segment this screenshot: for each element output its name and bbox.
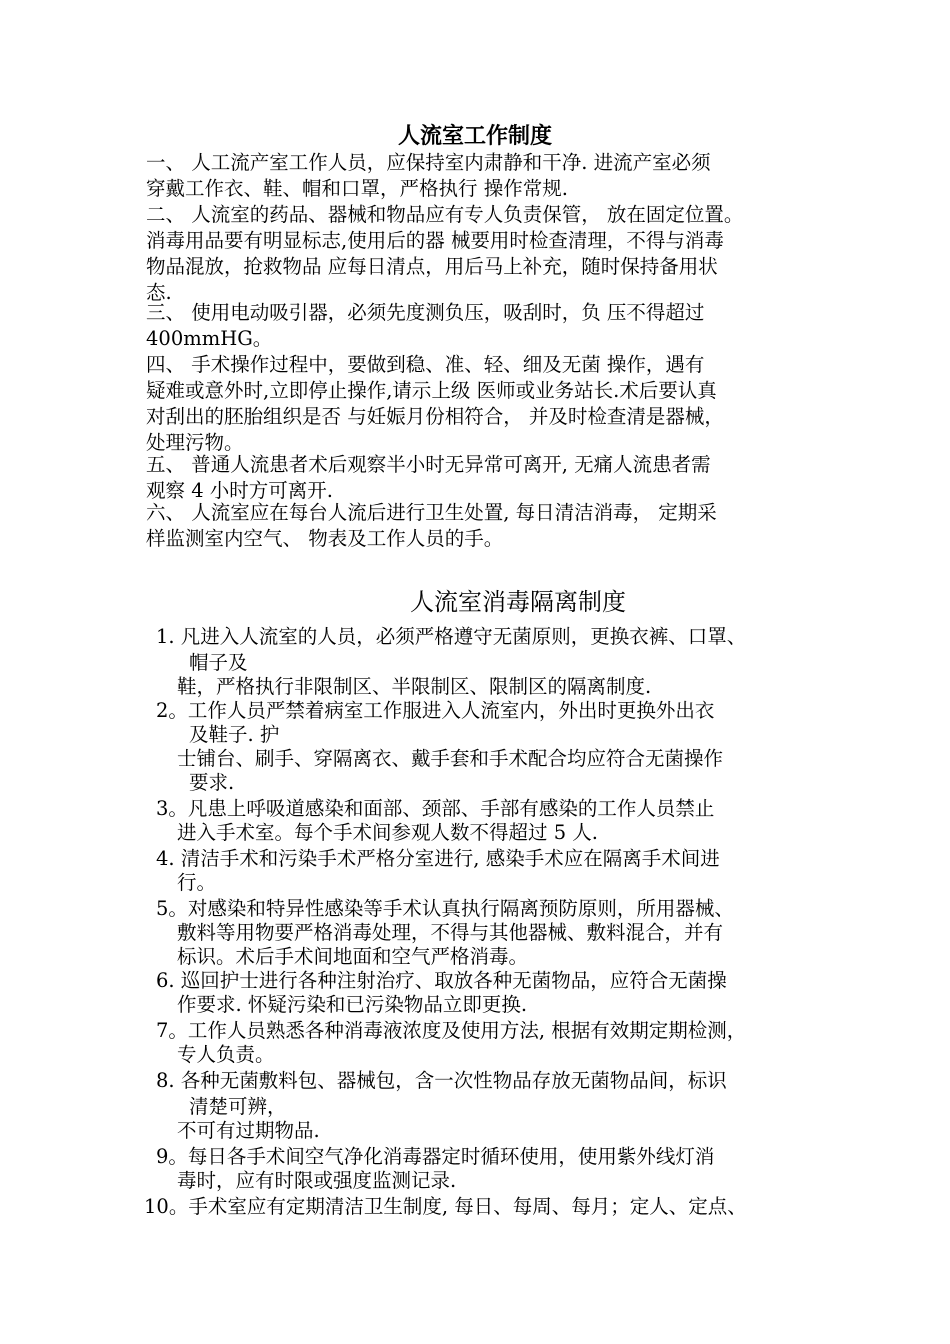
section1-line: 二、 人流室的药品、器械和物品应有专人负责保管， 放在固定位置。 [146, 203, 744, 226]
section2-line: 行。 [177, 871, 217, 894]
section2-line: 毒时，应有时限或强度监测记录. [177, 1169, 457, 1192]
section2-line: 3。凡患上呼吸道感染和面部、颈部、手部有感染的工作人员禁止 [156, 797, 715, 820]
section2-line: 帽子及 [189, 651, 248, 674]
section2-line: 4. 清洁手术和污染手术严格分室进行, 感染手术应在隔离手术间进 [156, 847, 720, 870]
section2-line: 清楚可辨， [189, 1095, 287, 1118]
section2-line: 进入手术室。每个手术间参观人数不得超过 5 人. [177, 821, 599, 844]
section2-line: 6. 巡回护士进行各种注射治疗、取放各种无菌物品，应符合无菌操 [156, 969, 727, 992]
section2-line: 不可有过期物品. [177, 1119, 320, 1142]
section2-line: 8. 各种无菌敷料包、器械包，含一次性物品存放无菌物品间，标识 [156, 1069, 727, 1092]
section2-line: 9。每日各手术间空气净化消毒器定时循环使用，使用紫外线灯消 [156, 1145, 715, 1168]
section2-line: 7。工作人员熟悉各种消毒液浓度及使用方法, 根据有效期定期检测， [156, 1019, 747, 1042]
section2-line: 10。手术室应有定期清洁卫生制度, 每日、每周、每月；定人、定点、 [144, 1195, 747, 1218]
section2-line: 1. 凡进入人流室的人员，必须严格遵守无菌原则，更换衣裤、口罩、 [156, 625, 747, 648]
section1-line: 处理污物。 [146, 431, 244, 454]
section2-line: 及鞋子. 护 [189, 723, 280, 746]
section2-line: 5。对感染和特异性感染等手术认真执行隔离预防原则，所用器械、 [156, 897, 734, 920]
section1-title: 人流室工作制度 [398, 124, 553, 149]
section1-line: 400mmHG。 [146, 327, 273, 350]
section2-line: 专人负责。 [177, 1043, 275, 1066]
section2-line: 士铺台、刷手、穿隔离衣、戴手套和手术配合均应符合无菌操作 [177, 747, 724, 770]
section1-line: 一、 人工流产室工作人员，应保持室内肃静和干净. 进流产室必须 [146, 151, 711, 174]
section2-line: 2。工作人员严禁着病室工作服进入人流室内，外出时更换外出衣 [156, 699, 715, 722]
section1-line: 五、 普通人流患者术后观察半小时无异常可离开, 无痛人流患者需 [146, 453, 711, 476]
section1-line: 四、 手术操作过程中，要做到稳、准、轻、细及无菌 操作，遇有 [146, 353, 705, 376]
section1-line: 样监测室内空气、 物表及工作人员的手。 [146, 527, 504, 550]
section1-line: 态. [146, 281, 172, 304]
section1-line: 六、 人流室应在每台人流后进行卫生处置, 每日清洁消毒， 定期采 [146, 501, 717, 524]
section1-line: 消毒用品要有明显标志,使用后的器 械要用时检查清理，不得与消毒 [146, 229, 724, 252]
section2-line: 敷料等用物要严格消毒处理，不得与其他器械、敷料混合，并有 [177, 921, 724, 944]
section2-line: 标识。术后手术间地面和空气严格消毒。 [177, 945, 529, 968]
section1-line: 物品混放，抢救物品 应每日清点，用后马上补充，随时保持备用状 [146, 255, 718, 278]
section1-line: 三、 使用电动吸引器，必须先度测负压，吸刮时，负 压不得超过 [146, 301, 705, 324]
section2-line: 作要求. 怀疑污染和已污染物品立即更换. [177, 993, 528, 1016]
section2-title: 人流室消毒隔离制度 [410, 588, 626, 616]
section2-line: 鞋，严格执行非限制区、半限制区、限制区的隔离制度. [177, 675, 652, 698]
section1-line: 观察 4 小时方可离开. [146, 479, 334, 502]
section1-line: 疑难或意外时,立即停止操作,请示上级 医师或业务站长.术后要认真 [146, 379, 717, 402]
section1-line: 对刮出的胚胎组织是否 与妊娠月份相符合， 并及时检查清是器械， [146, 405, 724, 428]
section2-line: 要求. [189, 771, 235, 794]
section1-line: 穿戴工作衣、鞋、帽和口罩，严格执行 操作常规. [146, 177, 568, 200]
